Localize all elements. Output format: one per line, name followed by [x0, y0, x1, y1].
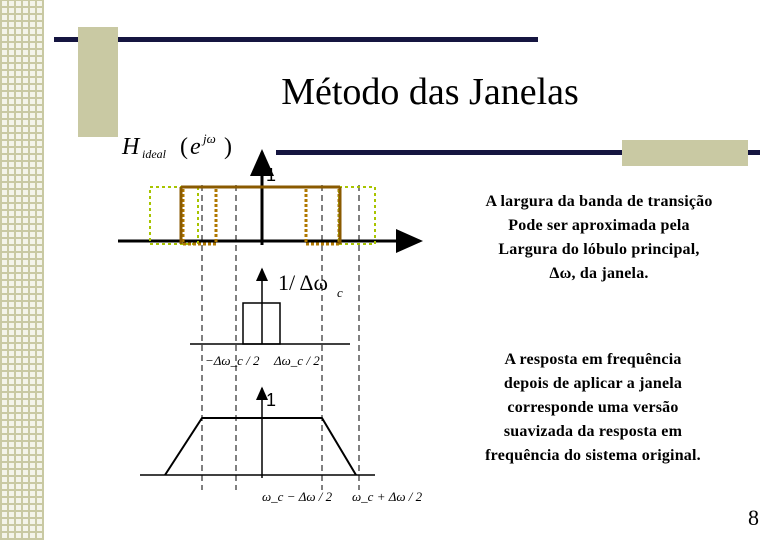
window-left-label: −Δω_c / 2	[205, 353, 260, 368]
top-axis-label-close: )	[224, 134, 232, 160]
text-line: corresponde uma versão	[507, 399, 679, 416]
top-axis-label-sup: jω	[203, 131, 216, 146]
bottom-left-label: ω_c − Δω / 2	[262, 489, 333, 504]
text-line: Pode ser aproximada pela	[508, 217, 690, 234]
page-number: 8	[748, 505, 759, 530]
top-level-label: 1	[266, 165, 277, 185]
top-axis-label-h: H	[122, 134, 140, 160]
bottom-level-label: 1	[266, 390, 277, 410]
smoothed-response-text	[440, 348, 746, 468]
top-axis-label-sub: ideal	[142, 147, 166, 161]
text-line: A resposta em frequência	[504, 351, 682, 368]
top-axis-label-e: e	[190, 134, 201, 160]
window-right-label: Δω_c / 2	[274, 353, 320, 368]
inner-window-left	[183, 187, 216, 244]
trapezoid-response	[165, 418, 356, 475]
window-height-label: 1/ Δω	[278, 270, 329, 295]
top-axis-label-open: (	[180, 134, 188, 160]
outer-window-left	[150, 187, 198, 244]
text-line: depois de aplicar a janela	[503, 375, 683, 392]
text-line: A largura da banda de transição	[485, 193, 713, 210]
text-line: suavizada da resposta em	[503, 423, 683, 440]
slide-title: Método das Janelas	[281, 71, 579, 113]
smoothed-response-plot	[140, 388, 375, 478]
text-line: Δω, da janela.	[549, 265, 649, 282]
window-height-sub: c	[337, 285, 343, 300]
transition-band-text	[440, 190, 758, 286]
outer-window-right	[339, 187, 375, 244]
text-line: Largura do lóbulo principal,	[498, 241, 700, 258]
text-line: frequência do sistema original.	[485, 447, 701, 464]
bottom-right-label: ω_c + Δω / 2	[352, 489, 423, 504]
